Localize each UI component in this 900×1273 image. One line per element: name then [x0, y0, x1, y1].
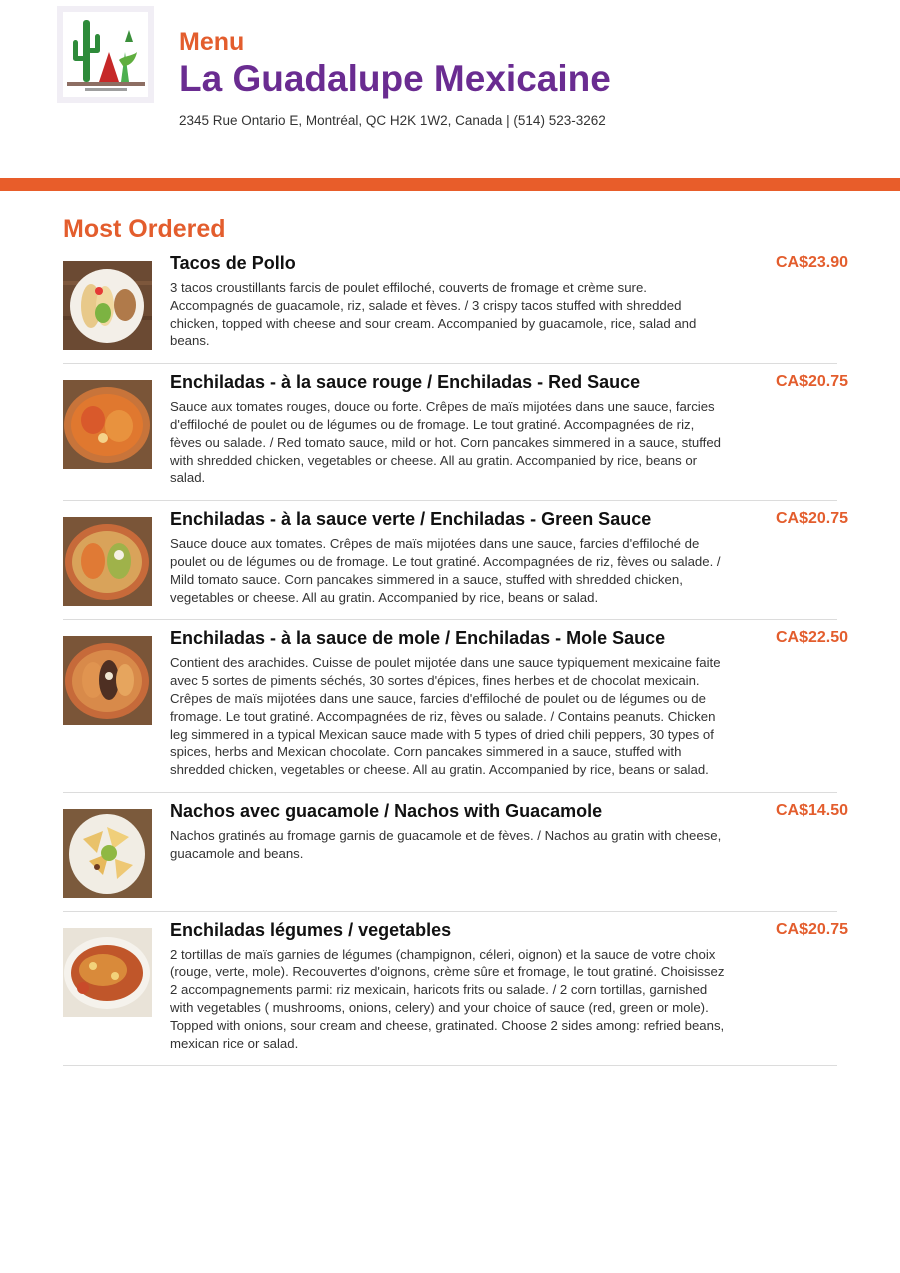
menu-item[interactable] — [63, 508, 848, 620]
restaurant-address: 2345 Rue Ontario E, Montréal, QC H2K 1W2, Canada | (514) 523-3262 — [179, 113, 606, 128]
item-price: CA$20.75 — [775, 920, 848, 938]
enchiladas-green-plate-icon — [63, 517, 152, 606]
menu-header — [0, 0, 900, 178]
menu-item[interactable] — [63, 800, 848, 912]
item-name: Tacos de Pollo — [170, 253, 296, 273]
item-description: Sauce aux tomates rouges, douce ou forte. Crêpes de maïs mijotées dans une sauce, farcies d'effiloché de poulet ou de légumes ou de fromage. Le tout gratiné. Accompagnées de riz, fèves ou salade. / Red tomato sauce, mild or hot. Corn pancakes simmered in a sauce, stuffed with shredded chicken, vegetables or cheese. All au gratin. Accompanied by rice, beans or salad. — [170, 399, 721, 486]
enchiladas-mole-plate-icon — [63, 636, 152, 725]
menu-item[interactable] — [63, 919, 848, 1067]
item-photo — [63, 380, 152, 469]
item-price: CA$20.75 — [775, 373, 848, 391]
item-name: Enchiladas - à la sauce de mole / Enchiladas - Mole Sauce — [170, 628, 666, 649]
item-photo — [63, 261, 152, 350]
item-photo — [63, 517, 152, 606]
menu-item[interactable] — [63, 627, 848, 793]
restaurant-logo — [57, 6, 154, 103]
restaurant-name: La Guadalupe Mexicaine — [179, 58, 611, 99]
item-photo — [63, 636, 152, 725]
item-description: 2 tortillas de maïs garnies de légumes (champignon, céleri, oignon) et la sauce de votre choix (rouge, verte, mole). Recouvertes d'oignons, crème sûre et fromage, le tout gratiné. Choisissez 2 accompagnements parmi: riz mexicain, haricots frits ou salade. / 2 corn tortillas, garnished with vegetables ( mushrooms, onions, celery) and your choice of sauce (red, green or mole). Topped with onions, sour cream and cheese, gratinated. Choose 2 sides among: refried beans, mexican rice or salad. — [170, 946, 725, 1051]
item-name: Enchiladas - à la sauce verte / Enchiladas - Green Sauce — [170, 509, 652, 530]
header-divider-bar — [0, 178, 900, 191]
nachos-plate-icon — [63, 809, 152, 898]
item-name: Enchiladas légumes / vegetables — [170, 919, 452, 940]
item-photo — [63, 809, 152, 898]
item-photo — [63, 928, 152, 1017]
item-name: Nachos avec guacamole / Nachos with Guacamole — [170, 800, 603, 821]
item-name: Enchiladas - à la sauce rouge / Enchiladas - Red Sauce — [170, 372, 641, 393]
item-price: CA$20.75 — [775, 510, 848, 528]
item-description: Contient des arachides. Cuisse de poulet mijotée dans une sauce typiquement mexicaine faite avec 5 sortes de piments séchés, 30 sortes d'épices, fines herbes et de chocolat mexicain. Crêpes de maïs mijotées dans une sauce, farcies d'effiloché de poulet ou de légumes ou de fromage. Le tout gratiné. Accompagnées de riz, fèves ou salade. / Contains peanuts. Chicken leg simmered in a typical Mexican sauce made with 5 types of dried chili peppers, 30 types of spices, herbs and Mexican chocolate. Corn pancakes simmered in a sauce, stuffed with shredded chicken, vegetables or cheese. All au gratin. Accompanied by rice, beans or salad. — [170, 655, 721, 778]
item-price: CA$14.50 — [775, 801, 848, 819]
item-description: 3 tacos croustillants farcis de poulet effiloché, couverts de fromage et crème sure. Accompagnés de guacamole, riz, salade et fèves. / 3 crispy tacos stuffed with shredded chicken, topped with cheese and sour cream. Accompanied by guacamole, rice, salad and beans. — [170, 280, 697, 349]
cactus-logo-icon — [63, 12, 148, 97]
menu-label: Menu — [179, 28, 245, 56]
enchiladas-vegetables-plate-icon — [63, 928, 152, 1017]
item-price: CA$22.50 — [775, 629, 848, 647]
tacos-plate-icon — [63, 261, 152, 350]
menu-items-list — [63, 252, 848, 1073]
enchiladas-red-plate-icon — [63, 380, 152, 469]
item-price: CA$23.90 — [775, 254, 848, 271]
section-title: Most Ordered — [63, 215, 226, 243]
menu-item[interactable] — [63, 371, 848, 501]
item-description: Nachos gratinés au fromage garnis de guacamole et de fèves. / Nachos au gratin with cheese, guacamole and beans. — [170, 827, 722, 861]
menu-item[interactable] — [63, 252, 848, 364]
item-description: Sauce douce aux tomates. Crêpes de maïs mijotées dans une sauce, farcies d'effiloché de poulet ou de légumes ou de fromage. Le tout gratiné. Accompagnées de riz, fèves ou salade. / Mild tomato sauce. Corn pancakes simmered in a sauce, stuffed with shredded chicken, vegetables or cheese. All au gratin. Accompanied by rice, beans or salad. — [170, 536, 721, 605]
